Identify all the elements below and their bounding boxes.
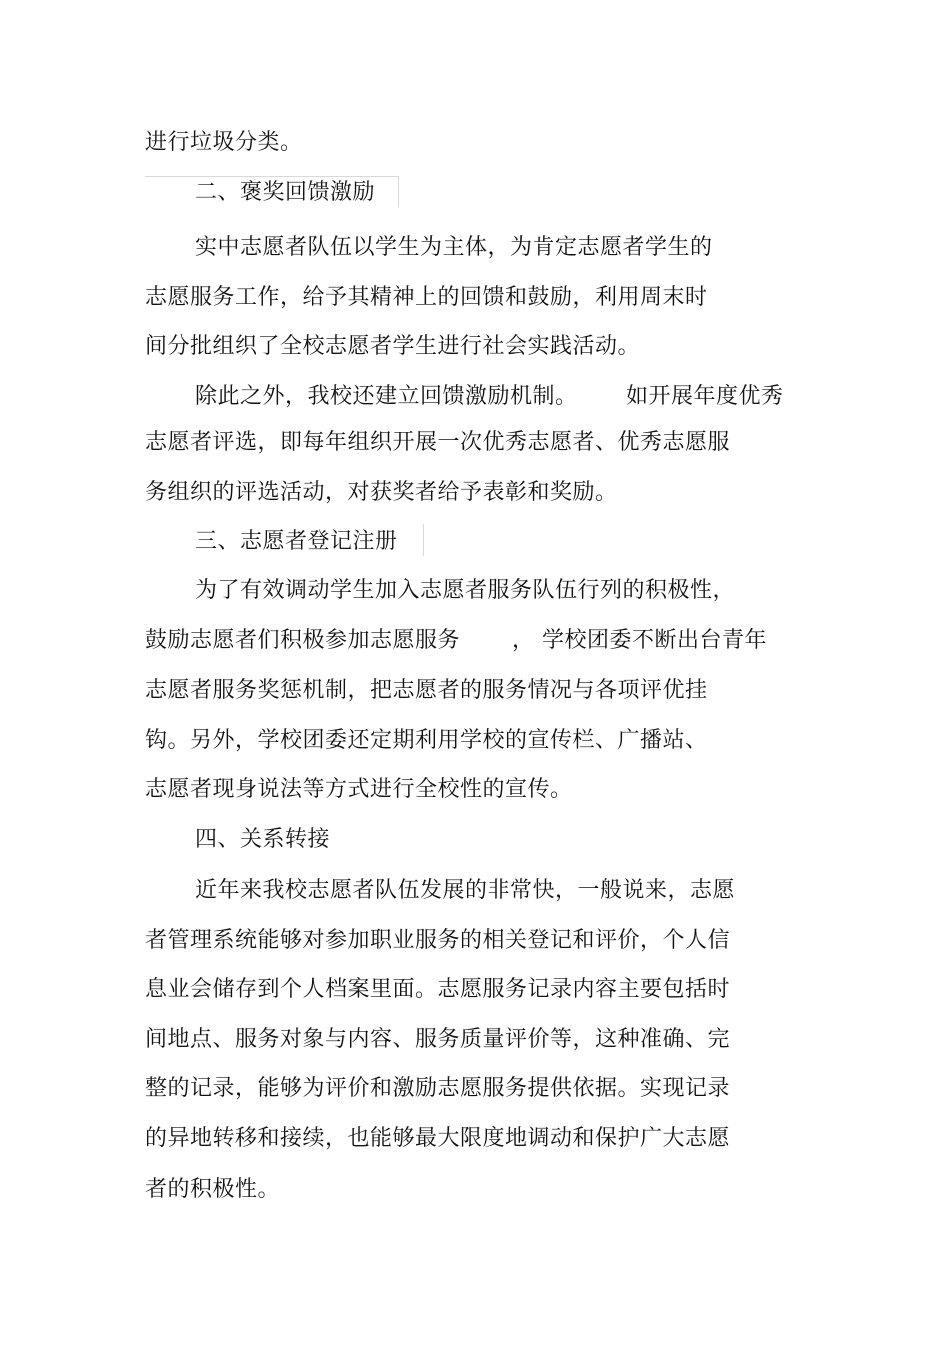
text-line: ， [512, 628, 535, 653]
text-line: 志愿服务工作，给予其精神上的回馈和鼓励，利用周末时 [145, 285, 708, 310]
text-line: 志愿者现身说法等方式进行全校性的宣传。 [145, 777, 573, 802]
text-line: 如开展年度优秀 [626, 384, 784, 409]
text-line: 进行垃圾分类。 [145, 130, 303, 155]
text-line: 志愿者服务奖惩机制，把志愿者的服务情况与各项评优挂 [145, 678, 708, 703]
section-heading: 二、褒奖回馈激励 [195, 180, 376, 205]
text-line: 钩。另外，学校团委还定期利用学校的宣传栏、广播站、 [145, 728, 708, 753]
section-heading: 三、志愿者登记注册 [195, 529, 398, 554]
text-line: 间地点、服务对象与内容、服务质量评价等，这种准确、完 [145, 1027, 731, 1052]
text-line: 务组织的评选活动，对获奖者给予表彰和奖励。 [145, 480, 618, 505]
text-line: 除此之外，我校还建立回馈激励机制。 [195, 384, 578, 409]
heading-divider [423, 524, 424, 556]
text-line: 实中志愿者队伍以学生为主体，为肯定志愿者学生的 [195, 235, 713, 260]
text-line: 者管理系统能够对参加职业服务的相关登记和评价，个人信 [145, 928, 731, 953]
text-line: 息业会储存到个人档案里面。志愿服务记录内容主要包括时 [145, 977, 731, 1002]
text-line: 近年来我校志愿者队伍发展的非常快，一般说来，志愿 [195, 878, 736, 903]
text-line: 为了有效调动学生加入志愿者服务队伍行列的积极性， [195, 578, 736, 603]
text-line: 鼓励志愿者们积极参加志愿服务 [145, 628, 461, 653]
text-line: 者的积极性。 [145, 1177, 281, 1202]
text-line: 志愿者评选，即每年组织开展一次优秀志愿者、优秀志愿服 [145, 430, 731, 455]
text-line: 间分批组织了全校志愿者学生进行社会实践活动。 [145, 334, 641, 359]
text-line: 整的记录，能够为评价和激励志愿服务提供依据。实现记录 [145, 1076, 731, 1101]
section-heading: 四、关系转接 [195, 827, 331, 852]
text-line: 的异地转移和接续，也能够最大限度地调动和保护广大志愿 [145, 1126, 731, 1151]
text-line: 学校团委不断出台青年 [542, 628, 768, 653]
